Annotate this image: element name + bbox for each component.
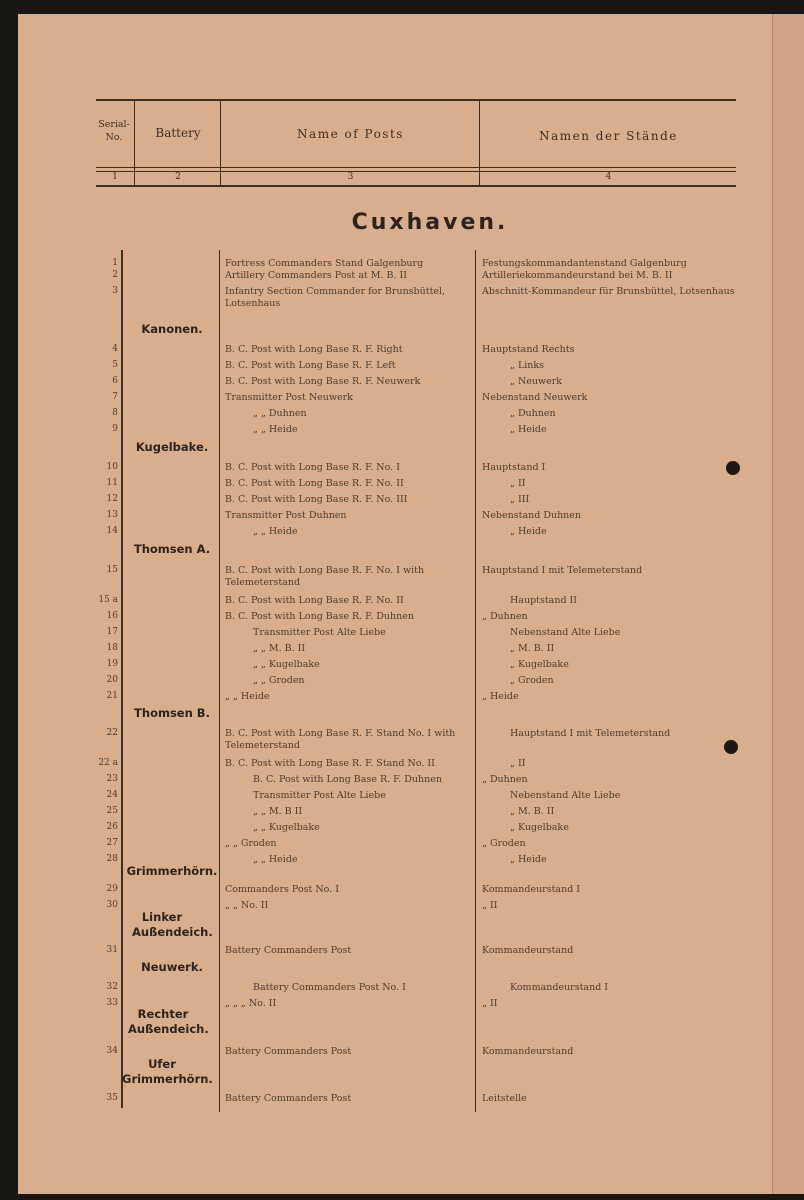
serial-number: 32 bbox=[106, 982, 118, 992]
body-divider bbox=[219, 250, 220, 1112]
post-name-de: Nebenstand Alte Liebe bbox=[510, 627, 621, 638]
serial-number: 14 bbox=[106, 526, 118, 536]
post-name-en: „ „ Kugelbake bbox=[253, 659, 320, 670]
serial-number: 27 bbox=[106, 838, 118, 848]
post-name-en: Battery Commanders Post bbox=[225, 945, 352, 956]
post-name-en: „ „ Heide bbox=[225, 691, 270, 702]
column-number: 3 bbox=[347, 172, 354, 182]
serial-number: 17 bbox=[106, 627, 118, 637]
post-name-en: Transmitter Post Alte Liebe bbox=[253, 790, 386, 801]
serial-number: 11 bbox=[106, 478, 118, 488]
post-name-en: „ „ M. B II bbox=[253, 806, 303, 817]
post-name-en: B. C. Post with Long Base R. F. Duhnen bbox=[253, 774, 443, 785]
column-number: 1 bbox=[112, 172, 118, 182]
serial-number: 7 bbox=[112, 392, 118, 402]
header-divider bbox=[220, 101, 221, 186]
serial-number: 19 bbox=[106, 659, 118, 669]
post-name-de: Nebenstand Neuwerk bbox=[482, 392, 588, 403]
header-bottom-rule bbox=[96, 185, 736, 187]
battery-label: Linker Außendeich. bbox=[132, 910, 213, 939]
serial-number: 5 bbox=[112, 360, 118, 370]
serial-number: 34 bbox=[106, 1046, 118, 1056]
serial-number: 4 bbox=[112, 344, 118, 354]
post-name-de: Kommandeurstand bbox=[482, 1046, 574, 1057]
serial-number: 28 bbox=[106, 854, 118, 864]
header-divider bbox=[134, 101, 135, 186]
post-name-de: „ II bbox=[510, 758, 526, 769]
post-name-de: Kommandeurstand I bbox=[482, 884, 581, 895]
post-name-de: „ II bbox=[482, 900, 498, 911]
battery-label: Rechter Außendeich. bbox=[128, 1007, 209, 1036]
post-name-de: Kommandeurstand bbox=[482, 945, 574, 956]
post-name-de: Artilleriekommandeurstand bei M. B. II bbox=[482, 270, 673, 281]
header-divider bbox=[479, 101, 480, 186]
punch-hole bbox=[724, 740, 738, 754]
serial-number: 21 bbox=[106, 691, 118, 701]
post-name-de: Hauptstand Rechts bbox=[482, 344, 575, 355]
post-name-de: „ M. B. II bbox=[510, 643, 555, 654]
battery-label: Kugelbake. bbox=[135, 440, 209, 454]
post-name-de: „ M. B. II bbox=[510, 806, 555, 817]
adjacent-page-edge bbox=[772, 14, 804, 1194]
post-name-de: „ Groden bbox=[482, 838, 526, 849]
post-name-en: Fortress Commanders Stand Galgenburg bbox=[225, 258, 424, 269]
serial-number: 33 bbox=[106, 998, 118, 1008]
post-name-de: Festungskommandantenstand Galgenburg bbox=[482, 258, 687, 269]
serial-number: 22 bbox=[106, 728, 118, 738]
serial-number: 1 bbox=[112, 258, 118, 268]
post-name-de: Nebenstand Duhnen bbox=[482, 510, 582, 521]
serial-number: 16 bbox=[106, 611, 118, 621]
body-divider bbox=[121, 250, 123, 1108]
post-name-en: B. C. Post with Long Base R. F. Stand No. II bbox=[225, 758, 435, 769]
post-name-en: Battery Commanders Post No. I bbox=[253, 982, 406, 993]
column-number: 2 bbox=[175, 172, 181, 182]
post-name-de: „ II bbox=[482, 998, 498, 1009]
battery-label: Thomsen B. bbox=[134, 706, 210, 720]
serial-number: 25 bbox=[106, 806, 118, 816]
serial-number: 13 bbox=[106, 510, 118, 520]
post-name-en: „ „ M. B. II bbox=[253, 643, 306, 654]
post-name-en: Transmitter Post Alte Liebe bbox=[253, 627, 386, 638]
post-name-de: Hauptstand I bbox=[482, 462, 546, 473]
post-name-de: „ Heide bbox=[482, 691, 519, 702]
battery-label: Neuwerk. bbox=[141, 960, 203, 974]
serial-number: 3 bbox=[112, 286, 118, 296]
serial-number: 8 bbox=[112, 408, 118, 418]
post-name-de: „ Duhnen bbox=[510, 408, 556, 419]
post-name-de: „ Duhnen bbox=[482, 774, 528, 785]
serial-number: 31 bbox=[106, 945, 118, 955]
post-name-de: Leitstelle bbox=[482, 1093, 527, 1104]
post-name-de: „ Neuwerk bbox=[510, 376, 563, 387]
post-name-en: „ „ Duhnen bbox=[253, 408, 307, 419]
post-name-en: B. C. Post with Long Base R. F. No. II bbox=[225, 478, 404, 489]
serial-number: 22 a bbox=[98, 758, 118, 768]
post-name-en: „ „ Heide bbox=[253, 424, 298, 435]
post-name-en: „ „ Heide bbox=[253, 854, 298, 865]
serial-number: 35 bbox=[106, 1093, 118, 1103]
post-name-en: „ „ Groden bbox=[253, 675, 305, 686]
post-name-en: B. C. Post with Long Base R. F. Duhnen bbox=[225, 611, 415, 622]
battery-label: Thomsen A. bbox=[133, 542, 211, 556]
post-name-en: „ „ Kugelbake bbox=[253, 822, 320, 833]
post-name-en: „ „ No. II bbox=[225, 900, 269, 911]
post-name-en: B. C. Post with Long Base R. F. Right bbox=[225, 344, 403, 355]
header-mid-rule bbox=[96, 167, 736, 168]
post-name-en: „ „ Groden bbox=[225, 838, 277, 849]
post-name-de: „ Heide bbox=[510, 854, 547, 865]
post-name-en: Battery Commanders Post bbox=[225, 1046, 352, 1057]
post-name-en: Commanders Post No. I bbox=[225, 884, 340, 895]
serial-number: 23 bbox=[106, 774, 118, 784]
post-name-de: „ Kugelbake bbox=[510, 822, 569, 833]
post-name-en: B. C. Post with Long Base R. F. No. I bbox=[225, 462, 400, 473]
post-name-en: B. C. Post with Long Base R. F. No. III bbox=[225, 494, 408, 505]
post-name-de: Hauptstand II bbox=[510, 595, 578, 606]
serial-number: 12 bbox=[106, 494, 118, 504]
column-header-posts: Name of Posts bbox=[297, 127, 404, 141]
post-name-en: B. C. Post with Long Base R. F. Stand No. I with Telemeterstand bbox=[225, 728, 456, 751]
post-name-en: „ „ „ No. II bbox=[225, 998, 277, 1009]
serial-number: 20 bbox=[106, 675, 118, 685]
column-header-battery: Battery bbox=[155, 126, 201, 140]
serial-number: 9 bbox=[112, 424, 118, 434]
post-name-de: „ II bbox=[510, 478, 526, 489]
serial-number: 10 bbox=[106, 462, 118, 472]
serial-number: 15 a bbox=[98, 595, 118, 605]
post-name-de: Kommandeurstand I bbox=[510, 982, 609, 993]
post-name-de: Hauptstand I mit Telemeterstand bbox=[510, 728, 671, 739]
serial-number: 26 bbox=[106, 822, 118, 832]
post-name-de: Abschnitt-Kommandeur für Brunsbüttel, Lotsenhaus bbox=[482, 286, 735, 297]
post-name-en: „ „ Heide bbox=[253, 526, 298, 537]
post-name-de: „ Duhnen bbox=[482, 611, 528, 622]
serial-number: 29 bbox=[106, 884, 118, 894]
serial-number: 30 bbox=[106, 900, 118, 910]
post-name-en: Transmitter Post Duhnen bbox=[225, 510, 347, 521]
post-name-en: Infantry Section Commander for Brunsbüttel, Lotsenhaus bbox=[225, 286, 446, 309]
post-name-de: „ Groden bbox=[510, 675, 554, 686]
battery-label: Ufer Grimmerhörn. bbox=[122, 1057, 213, 1086]
post-name-en: Artillery Commanders Post at M. B. II bbox=[225, 270, 408, 281]
header-top-rule bbox=[96, 99, 736, 101]
post-name-en: Battery Commanders Post bbox=[225, 1093, 352, 1104]
section-title: Cuxhaven. bbox=[351, 210, 509, 235]
post-name-de: „ Heide bbox=[510, 424, 547, 435]
post-name-en: B. C. Post with Long Base R. F. Left bbox=[225, 360, 396, 371]
serial-number: 2 bbox=[112, 270, 118, 280]
post-name-en: Transmitter Post Neuwerk bbox=[225, 392, 353, 403]
post-name-de: „ Heide bbox=[510, 526, 547, 537]
post-name-de: Nebenstand Alte Liebe bbox=[510, 790, 621, 801]
serial-number: 18 bbox=[106, 643, 118, 653]
post-name-de: Hauptstand I mit Telemeterstand bbox=[482, 565, 643, 576]
post-name-de: „ Kugelbake bbox=[510, 659, 569, 670]
serial-number: 6 bbox=[112, 376, 118, 386]
column-header-staende: Namen der Stände bbox=[539, 129, 678, 143]
column-header-serial: Serial-No. bbox=[98, 119, 130, 143]
serial-number: 24 bbox=[106, 790, 118, 800]
post-name-en: B. C. Post with Long Base R. F. Neuwerk bbox=[225, 376, 421, 387]
post-name-en: B. C. Post with Long Base R. F. No. II bbox=[225, 595, 404, 606]
column-number: 4 bbox=[605, 172, 612, 182]
post-name-de: „ III bbox=[510, 494, 530, 505]
serial-number: 15 bbox=[106, 565, 118, 575]
post-name-de: „ Links bbox=[510, 360, 545, 371]
battery-label: Grimmerhörn. bbox=[126, 864, 218, 878]
battery-label: Kanonen. bbox=[141, 322, 203, 336]
post-name-en: B. C. Post with Long Base R. F. No. I with Telemeterstand bbox=[225, 565, 425, 588]
